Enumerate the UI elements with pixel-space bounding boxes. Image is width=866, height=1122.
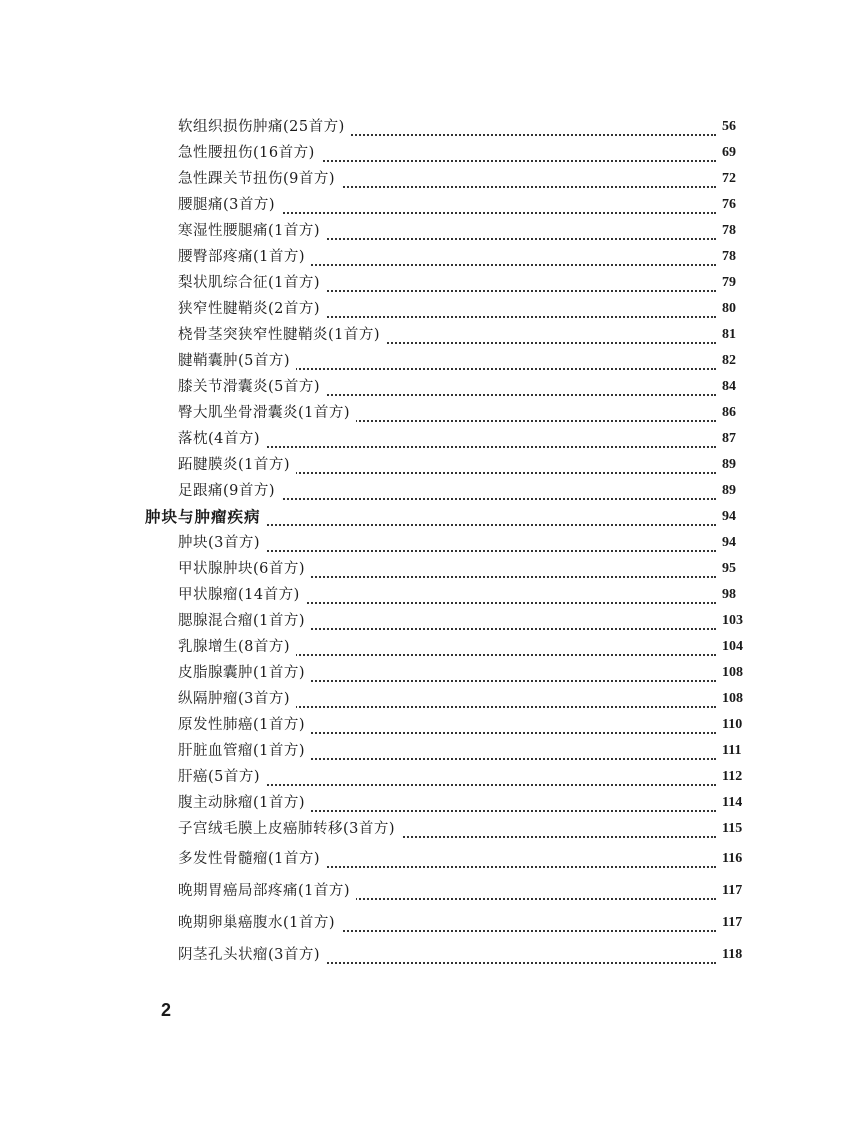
- toc-entry: [0, 374, 866, 400]
- toc-section-heading: [0, 504, 866, 530]
- toc-entry: [0, 218, 866, 244]
- toc-entry: [0, 942, 866, 968]
- toc-entry: [0, 530, 866, 556]
- toc-entry-title: 腰腿痛(3首方): [178, 192, 281, 218]
- toc-entry: [0, 608, 866, 634]
- toc-entry: [0, 270, 866, 296]
- toc-entry-title: 急性腰扭伤(16首方): [178, 140, 321, 166]
- toc-entry: [0, 846, 866, 872]
- toc-entry-page: 78: [722, 249, 736, 264]
- toc-entry: [0, 582, 866, 608]
- toc-entry-page: 103: [722, 613, 743, 628]
- toc-entry-page: 79: [722, 275, 736, 290]
- toc-entry-title: 落枕(4首方): [178, 426, 266, 452]
- toc-entry-title: 腮腺混合瘤(1首方): [178, 608, 311, 634]
- toc-entry-page: 95: [722, 561, 736, 576]
- toc-entry-title: 跖腱膜炎(1首方): [178, 452, 296, 478]
- toc-entry-title: 狭窄性腱鞘炎(2首方): [178, 296, 326, 322]
- toc-entry-title: 梨状肌综合征(1首方): [178, 270, 326, 296]
- toc-entry: [0, 192, 866, 218]
- toc-entry-title: 多发性骨髓瘤(1首方): [178, 846, 326, 872]
- toc-entry-page: 80: [722, 301, 736, 316]
- toc-entry: [0, 686, 866, 712]
- toc-entry-page: 115: [722, 821, 743, 836]
- toc-entry-title: 阴茎孔头状瘤(3首方): [178, 942, 326, 968]
- toc-entry-title: 纵隔肿瘤(3首方): [178, 686, 296, 712]
- toc-entry-page: 87: [722, 431, 736, 446]
- toc-entry-title: 晚期卵巢癌腹水(1首方): [178, 910, 341, 936]
- toc-entry-page: 86: [722, 405, 736, 420]
- toc-entry-page: 89: [722, 457, 736, 472]
- toc-entry: [0, 660, 866, 686]
- toc-entry: [0, 556, 866, 582]
- toc-entry-title: 原发性肺癌(1首方): [178, 712, 311, 738]
- toc-entry: [0, 910, 866, 936]
- toc-entry-title: 足跟痛(9首方): [178, 478, 281, 504]
- toc-entry-title: 腱鞘囊肿(5首方): [178, 348, 296, 374]
- toc-entry-page: 114: [722, 795, 743, 810]
- toc-entry: [0, 322, 866, 348]
- toc-entry: [0, 452, 866, 478]
- toc-entry-page: 81: [722, 327, 736, 342]
- toc-entry-page: 84: [722, 379, 736, 394]
- toc-entry-page: 118: [722, 947, 743, 962]
- toc-entry-title: 桡骨茎突狭窄性腱鞘炎(1首方): [178, 322, 386, 348]
- toc-entry-title: 乳腺增生(8首方): [178, 634, 296, 660]
- toc-entry-page: 108: [722, 665, 743, 680]
- toc-entry-page: 76: [722, 197, 736, 212]
- toc-entry-page: 78: [722, 223, 736, 238]
- toc-entry-title: 晚期胃癌局部疼痛(1首方): [178, 878, 356, 904]
- toc-entry-title: 甲状腺肿块(6首方): [178, 556, 311, 582]
- toc-entry: [0, 764, 866, 790]
- toc-entry: [0, 400, 866, 426]
- toc-entry-title: 急性踝关节扭伤(9首方): [178, 166, 341, 192]
- toc-entry: [0, 634, 866, 660]
- toc-entry-page: 69: [722, 145, 736, 160]
- table-of-contents: [0, 114, 866, 968]
- toc-entry: [0, 738, 866, 764]
- toc-entry-title: 肝癌(5首方): [178, 764, 266, 790]
- toc-entry-page: 116: [722, 851, 743, 866]
- toc-entry-title: 腰臀部疼痛(1首方): [178, 244, 311, 270]
- toc-entry-page: 82: [722, 353, 736, 368]
- toc-entry-title: 腹主动脉瘤(1首方): [178, 790, 311, 816]
- page-number: 2: [161, 1000, 172, 1020]
- toc-entry: [0, 712, 866, 738]
- toc-entry-title: 肝脏血管瘤(1首方): [178, 738, 311, 764]
- toc-entry: [0, 114, 866, 140]
- toc-entry-page: 94: [722, 509, 736, 524]
- toc-entry: [0, 296, 866, 322]
- toc-section-title: 肿块与肿瘤疾病: [145, 504, 267, 530]
- toc-entry-page: 89: [722, 483, 736, 498]
- toc-entry-title: 软组织损伤肿痛(25首方): [178, 114, 351, 140]
- toc-entry-title: 肿块(3首方): [178, 530, 266, 556]
- toc-entry: [0, 790, 866, 816]
- toc-entry-page: 117: [722, 915, 743, 930]
- toc-entry: [0, 426, 866, 452]
- toc-entry-page: 111: [722, 743, 742, 758]
- toc-entry: [0, 140, 866, 166]
- toc-entry: [0, 244, 866, 270]
- toc-entry: [0, 816, 866, 842]
- toc-entry-title: 膝关节滑囊炎(5首方): [178, 374, 326, 400]
- toc-entry-page: 98: [722, 587, 736, 602]
- toc-entry-page: 117: [722, 883, 743, 898]
- toc-entry-page: 112: [722, 769, 743, 784]
- toc-entry-page: 94: [722, 535, 736, 550]
- toc-entry: [0, 348, 866, 374]
- toc-entry: [0, 878, 866, 904]
- toc-entry-title: 皮脂腺囊肿(1首方): [178, 660, 311, 686]
- toc-entry-title: 臀大肌坐骨滑囊炎(1首方): [178, 400, 356, 426]
- toc-entry: [0, 166, 866, 192]
- toc-entry-page: 108: [722, 691, 743, 706]
- toc-entry-title: 子宫绒毛膜上皮癌肺转移(3首方): [178, 816, 401, 842]
- toc-entry-title: 寒湿性腰腿痛(1首方): [178, 218, 326, 244]
- toc-entry-page: 72: [722, 171, 736, 186]
- toc-entry-page: 104: [722, 639, 743, 654]
- toc-entry-page: 56: [722, 119, 736, 134]
- toc-entry-page: 110: [722, 717, 743, 732]
- toc-entry: [0, 478, 866, 504]
- toc-entry-title: 甲状腺瘤(14首方): [178, 582, 306, 608]
